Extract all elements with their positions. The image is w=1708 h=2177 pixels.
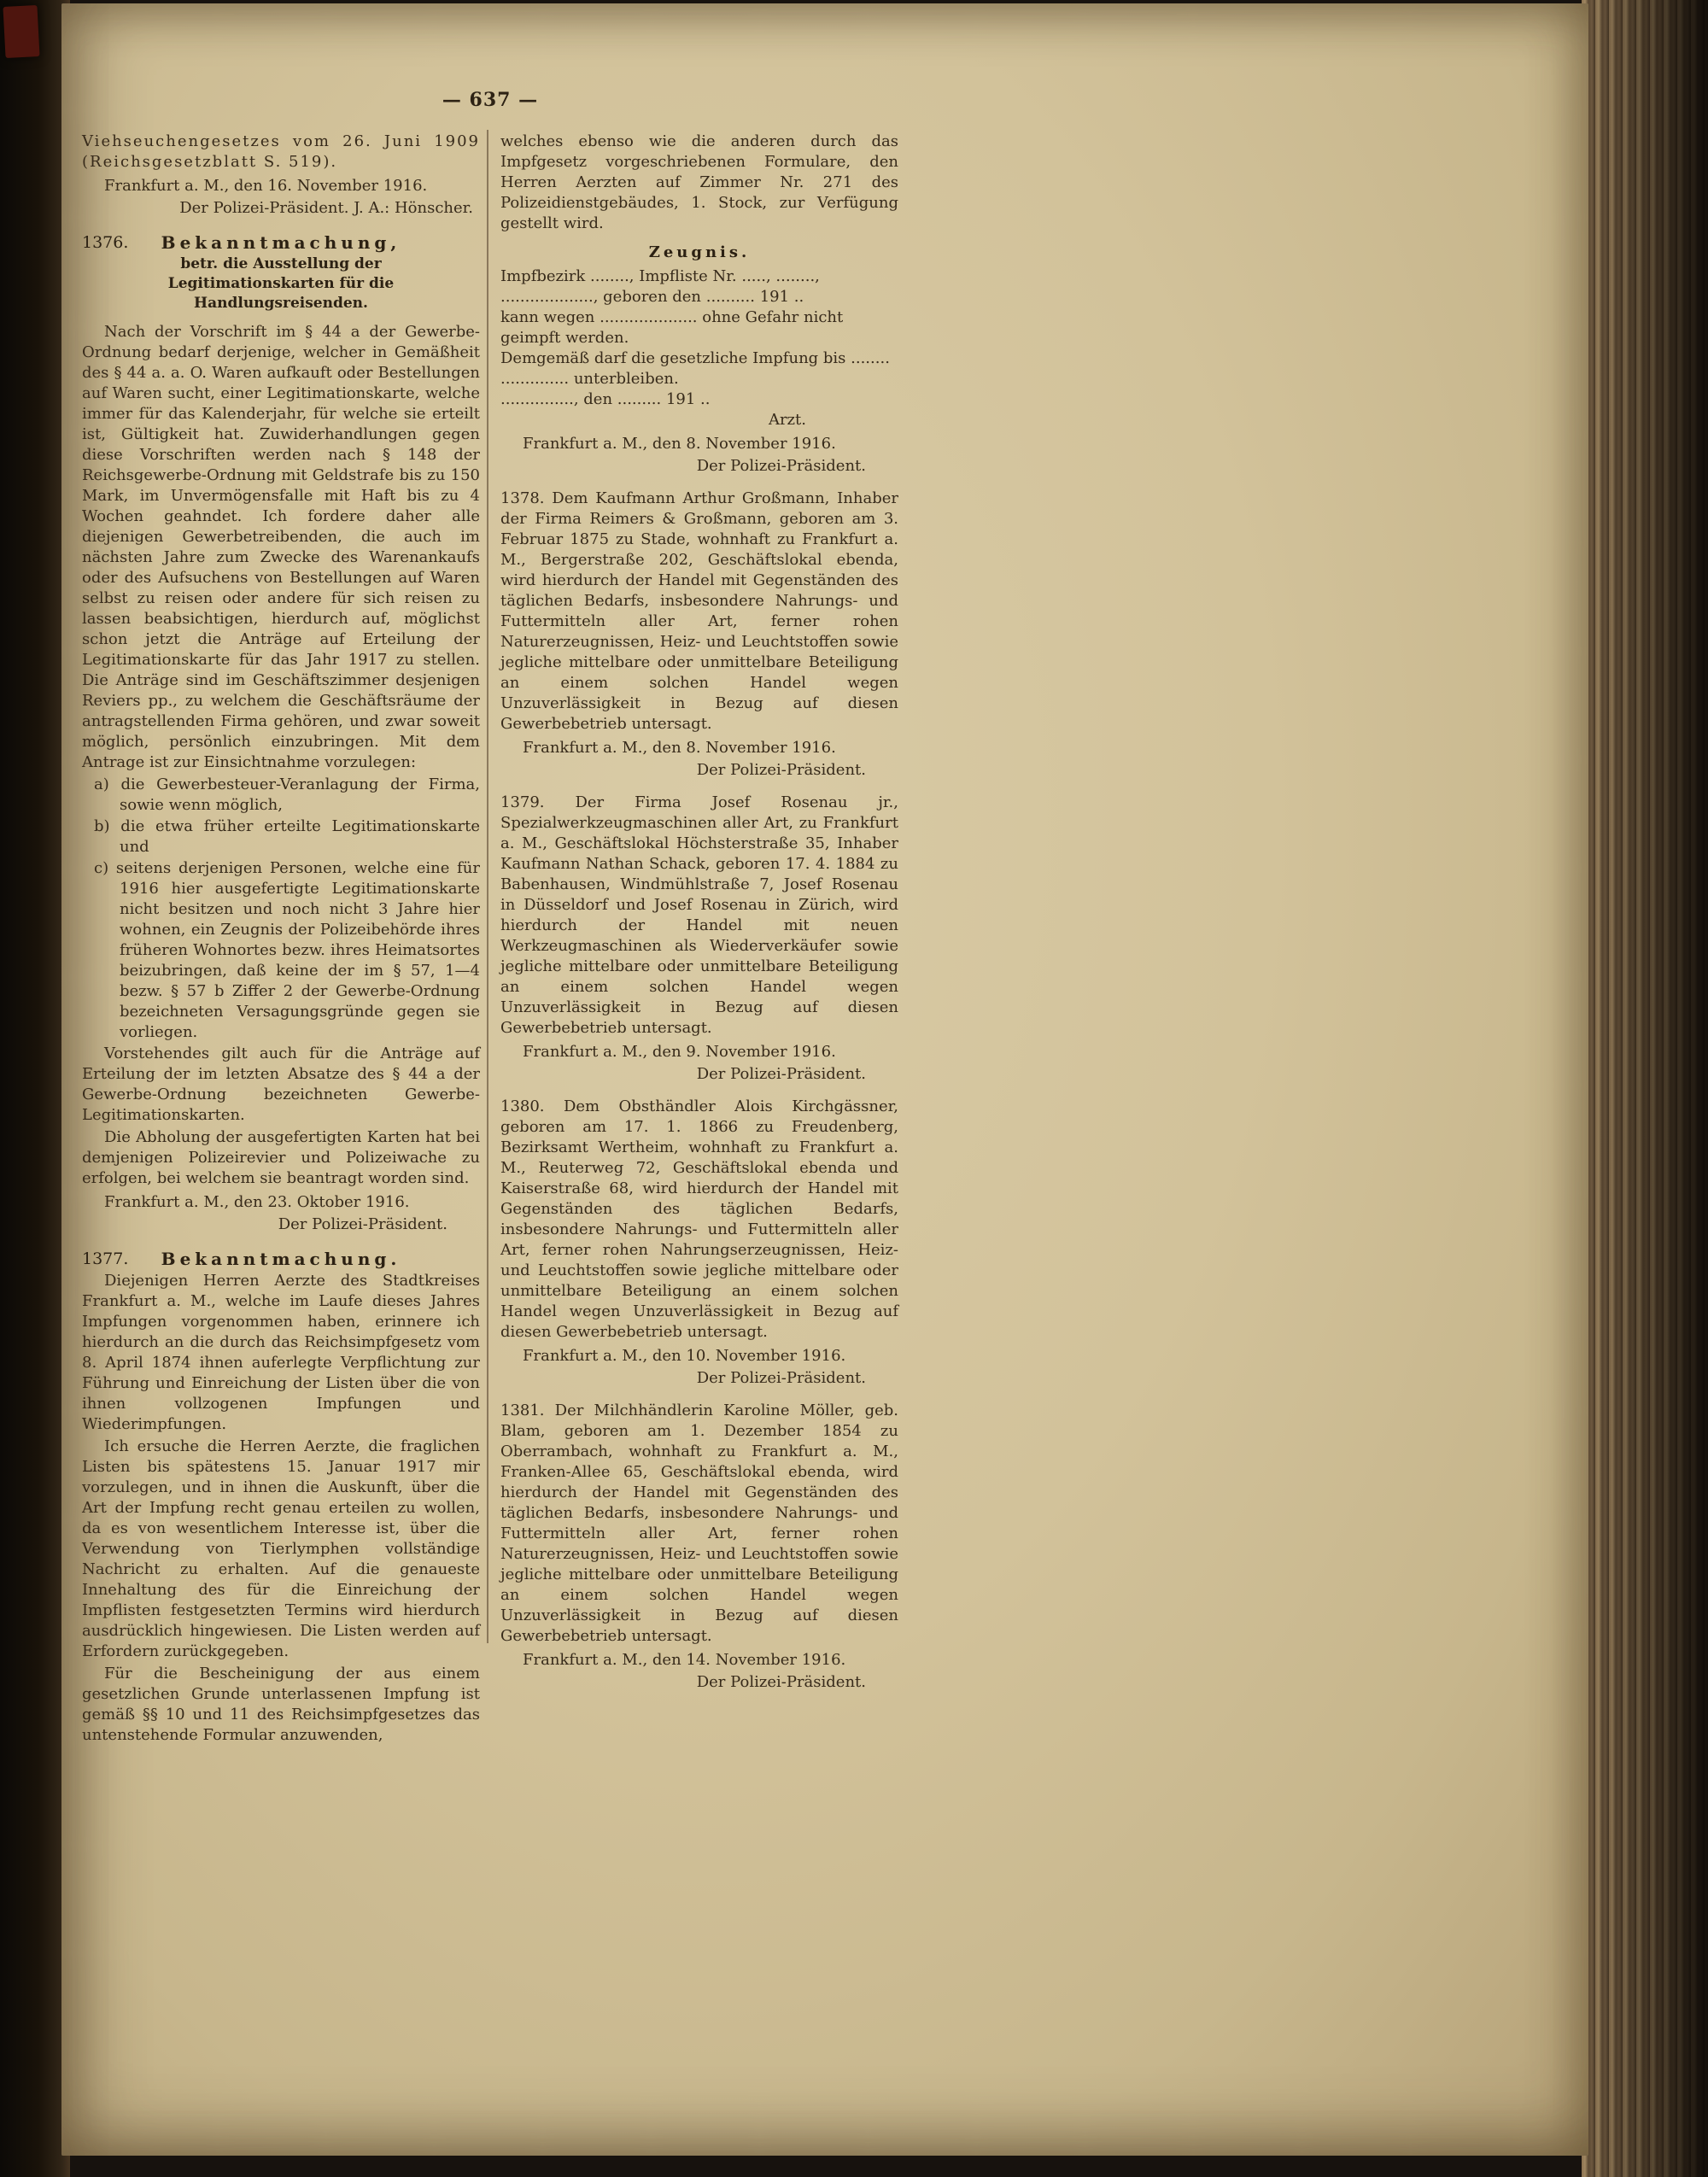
- form-line: Impfbezirk ........, Impfliste Nr. ....., ........,: [500, 267, 820, 285]
- signature: Der Polizei-Präsident.: [696, 1673, 866, 1691]
- book-cover-left-edge: [0, 0, 70, 2177]
- list-item-c: c) seitens derjenigen Personen, welche eine für 1916 hier ausgefertigte Legitimationskarte nicht besitzen und noch nicht 3 Jahre hier wohnen, ein Zeugnis der Polizeibehörde ihres früheren Wohnortes bezw. ihres Heimatsortes beizubringen, daß keine der im § 57, 1—4 bezw. § 57 b Ziffer 2 der Gewerbe-Ordnung bezeichneten Versagungsgründe gegen sie vorliegen.: [94, 859, 480, 1041]
- book-page-edges: [1582, 0, 1708, 2177]
- list-item-a: a) die Gewerbesteuer-Veranlagung der Firma, sowie wenn möglich,: [94, 775, 480, 814]
- signature: Der Polizei-Präsident. J. A.: Hönscher.: [179, 199, 473, 217]
- form-line: Demgemäß darf die gesetzliche Impfung bis ........: [500, 349, 890, 367]
- notice-number: 1376.: [82, 233, 129, 252]
- notice-1378-paragraph: 1378. Dem Kaufmann Arthur Großmann, Inhaber der Firma Reimers & Großmann, geboren am 3. Februar 1875 zu Stade, wohnhaft zu Frankfurt a. M., Bergerstraße 202, Geschäftslokal ebenda, wird hierdurch der Handel mit Gegenständen des täglichen Bedarfs, insbesondere Nahrungs- und Futtermitteln aller Art, ferner rohen Naturerzeugnissen, Heiz- und Leuchtstoffen sowie jegliche mittelbare oder unmittelbare Beteiligung an einem solchen Handel wegen Unzuverlässigkeit in Bezug auf diesen Gewerbebetrieb untersagt.: [500, 489, 898, 733]
- signature: Der Polizei-Präsident.: [696, 1369, 866, 1387]
- left-column: [82, 132, 480, 1747]
- dateline: Frankfurt a. M., den 23. Oktober 1916.: [104, 1193, 410, 1211]
- form-arzt-signature: Arzt.: [768, 411, 806, 429]
- dateline: Frankfurt a. M., den 8. November 1916.: [523, 435, 836, 453]
- notice-1376-heading: [82, 232, 480, 253]
- carryover-paragraph: Viehseuchengesetzes vom 26. Juni 1909 (Reichsgesetzblatt S. 519).: [82, 132, 480, 171]
- document-page: [61, 3, 1588, 2156]
- signature: Der Polizei-Präsident.: [696, 457, 866, 475]
- signature: Der Polizei-Präsident.: [696, 761, 866, 779]
- notice-1381-paragraph: 1381. Der Milchhändlerin Karoline Möller, geb. Blam, geboren am 1. Dezember 1854 zu Oberrambach, wohnhaft zu Frankfurt a. M., Franken-Allee 65, Geschäftslokal ebenda, wird hierdurch der Handel mit Gegenständen des täglichen Bedarfs, insbesondere Nahrungs- und Futtermitteln aller Art, ferner rohen Naturerzeugnissen, Heiz- und Leuchtstoffen sowie jegliche mittelbare oder unmittelbare Beteiligung an einem solchen Handel wegen Unzuverlässigkeit in Bezug auf diesen Gewerbebetrieb untersagt.: [500, 1402, 898, 1645]
- paragraph: Nach der Vorschrift im § 44 a der Gewerbe-Ordnung bedarf derjenige, welcher in Gemäßheit des § 44 a. a. O. Waren aufkauft oder Bestellungen auf Waren sucht, einer Legitimationskarte, welche immer für das Kalenderjahr, für welche sie erteilt ist, Gültigkeit hat. Zuwiderhandlungen gegen diese Vorschriften werden nach § 148 der Reichsgewerbe-Ordnung mit Geldstrafe bis zu 150 Mark, im Unvermögensfalle mit Haft bis zu 4 Wochen geahndet. Ich fordere daher alle diejenigen Gewerbetreibenden, die auch im nächsten Jahre zum Zwecke des Warenankaufs oder des Aufsuchens von Bestellungen auf Waren selbst zu reisen oder andere für sich reisen zu lassen beabsichtigen, hierdurch auf, möglichst schon jetzt die Anträge auf Erteilung der Legitimationskarte für das Jahr 1917 zu stellen. Die Anträge sind im Geschäftszimmer desjenigen Reviers pp., zu welchem die Geschäftsräume der antragstellenden Firma gehören, und zwar soweit möglich, persönlich einzubringen. Mit dem Antrage ist zur Einsichtnahme vorzulegen:: [82, 323, 480, 771]
- cover-corner-mark: [3, 5, 39, 58]
- notice-1376-subtitle: betr. die Ausstellung der Legitimationskarten für die Handlungsreisenden.: [167, 255, 395, 312]
- right-column: [500, 132, 898, 1705]
- form-line: .............. unterbleiben.: [500, 370, 679, 388]
- paragraph: Die Abholung der ausgefertigten Karten hat bei demjenigen Polizeirevier und Polizeiwache zu erfolgen, bei welchem sie beantragt worden sind.: [82, 1128, 480, 1187]
- notice-1377-heading: [82, 1249, 480, 1269]
- notice-1380-paragraph: 1380. Dem Obsthändler Alois Kirchgässner, geboren am 17. 1. 1866 zu Freudenberg, Bezirksamt Wertheim, wohnhaft zu Frankfurt a. M., Reuterweg 72, Geschäftslokal ebenda und Kaiserstraße 68, wird hierdurch der Handel mit Gegenständen des täglichen Bedarfs, insbesondere Nahrungs- und Futtermitteln aller Art, ferner rohen Nahrungserzeugnissen, Heiz- und Leuchtstoffen sowie jegliche mittelbare oder unmittelbare Beteiligung an einem solchen Handel wegen Unzuverlässigkeit in Bezug auf diesen Gewerbebetrieb untersagt.: [500, 1097, 898, 1341]
- form-line: ..............., den ......... 191 ..: [500, 390, 711, 408]
- signature: Der Polizei-Präsident.: [696, 1065, 866, 1083]
- list-item-b: b) die etwa früher erteilte Legitimationskarte und: [94, 817, 480, 856]
- form-title: Zeugnis.: [648, 243, 751, 261]
- page-number: — 637 —: [442, 89, 539, 111]
- paragraph: Vorstehendes gilt auch für die Anträge auf Erteilung der im letzten Absatze des § 44 a der Gewerbe-Ordnung bezeichneten Gewerbe-Legitimationskarten.: [82, 1045, 480, 1124]
- form-line: ..................., geboren den .......... 191 ..: [500, 288, 804, 306]
- dateline: Frankfurt a. M., den 9. November 1916.: [523, 1043, 836, 1061]
- notice-title: Bekanntmachung.: [161, 1249, 401, 1269]
- paragraph: Ich ersuche die Herren Aerzte, die fraglichen Listen bis spätestens 15. Januar 1917 mir vorzulegen, und in ihnen die Auskunft, über die Art der Impfung recht genau erteilen zu wollen, da es von wesentlichem Interesse ist, über die Verwendung von Tierlymphen vollständige Nachricht zu erhalten. Auf die genaueste Innehaltung des für die Einreichung der Impflisten festgesetzten Termins wird hierdurch ausdrücklich hingewiesen. Die Listen werden auf Erfordern zurückgegeben.: [82, 1437, 480, 1660]
- form-line: kann wegen .................... ohne Gefahr nicht geimpft werden.: [500, 308, 844, 347]
- notice-number: 1377.: [82, 1249, 129, 1268]
- paragraph: Für die Bescheinigung der aus einem gesetzlichen Grunde unterlassenen Impfung ist gemäß §§ 10 und 11 des Reichsimpfgesetzes das untenstehende Formular anzuwenden,: [82, 1665, 480, 1744]
- notice-1379-paragraph: 1379. Der Firma Josef Rosenau jr., Spezialwerkzeugmaschinen aller Art, zu Frankfurt a. M., Geschäftslokal Höchsterstraße 35, Inhaber Kaufmann Nathan Schack, geboren 17. 4. 1884 zu Babenhausen, Windmühlstraße 7, Josef Rosenau in Düsseldorf und Josef Rosenau in Zürich, wird hierdurch der Handel mit neuen Werkzeugmaschinen als Wiederverkäufer sowie jegliche mittelbare oder unmittelbare Beteiligung an einem solchen Handel wegen Unzuverlässigkeit in Bezug auf diesen Gewerbebetrieb untersagt.: [500, 793, 898, 1037]
- continuation-paragraph: welches ebenso wie die anderen durch das Impfgesetz vorgeschriebenen Formulare, den Herren Aerzten auf Zimmer Nr. 271 des Polizeidienstgebäudes, 1. Stock, zur Verfügung gestellt wird.: [500, 132, 898, 232]
- dateline: Frankfurt a. M., den 16. November 1916.: [104, 177, 428, 195]
- paragraph: Diejenigen Herren Aerzte des Stadtkreises Frankfurt a. M., welche im Laufe dieses Jahres Impfungen vorgenommen haben, erinnere ich hierdurch an die durch das Reichsimpfgesetz vom 8. April 1874 ihnen auferlegte Verpflichtung zur Führung und Einreichung der Listen über die von ihnen vollzogenen Impfungen und Wiederimpfungen.: [82, 1272, 480, 1433]
- column-divider: [487, 130, 488, 1643]
- dateline: Frankfurt a. M., den 8. November 1916.: [523, 739, 836, 757]
- dateline: Frankfurt a. M., den 10. November 1916.: [523, 1347, 846, 1365]
- signature: Der Polizei-Präsident.: [278, 1215, 447, 1233]
- notice-title: Bekanntmachung,: [161, 232, 401, 253]
- dateline: Frankfurt a. M., den 14. November 1916.: [523, 1651, 846, 1669]
